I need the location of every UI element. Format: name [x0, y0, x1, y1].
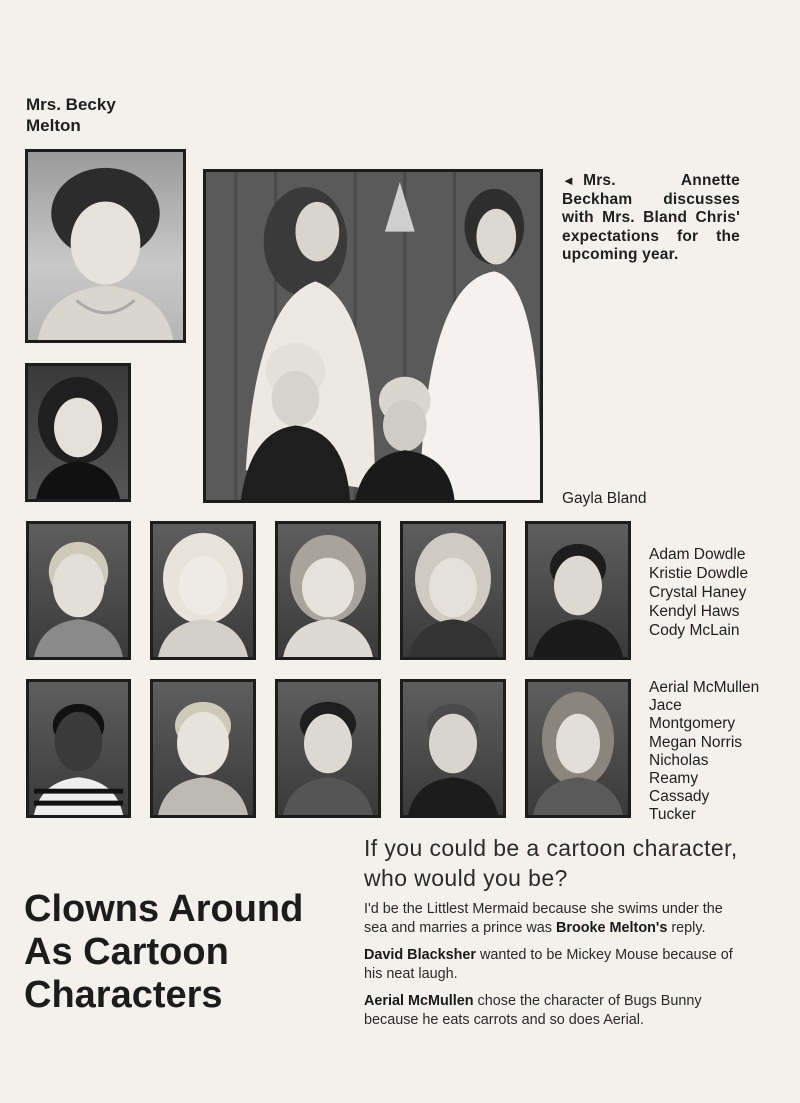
students-list-row1	[649, 545, 748, 640]
caption-arrow-icon: ◄	[562, 173, 576, 188]
answer-paragraph	[364, 992, 740, 1029]
headline	[24, 888, 354, 1017]
student-name: Tucker	[649, 806, 696, 824]
question-heading: If you could be a cartoon character, who would you be?	[364, 835, 738, 891]
teacher-name-line2: Melton	[26, 116, 81, 135]
student-name: Cody McLain	[649, 622, 740, 639]
student-photo	[400, 521, 506, 660]
student-photo	[275, 679, 381, 818]
students-list-row2	[649, 679, 759, 825]
answer-text: reply.	[667, 919, 706, 936]
answer-student-name: Aerial McMullen	[364, 993, 474, 1009]
aide-name: Gayla Bland	[562, 490, 647, 507]
student-photo	[26, 521, 131, 660]
student-name: Cassady	[649, 788, 710, 806]
student-photo	[525, 679, 631, 818]
student-name: Reamy	[649, 770, 699, 788]
student-photo	[26, 679, 131, 818]
headline-line2: As Cartoon	[24, 931, 229, 973]
answer-text: wanted to be Mickey Mouse because of his neat laugh.	[364, 947, 733, 982]
student-photo	[150, 679, 256, 818]
student-name: Aerial McMullen	[649, 679, 760, 696]
student-name: Nicholas	[649, 751, 709, 769]
answer-text: chose the character of Bugs Bunny because he eats carrots and so does Aerial.	[364, 993, 702, 1028]
answer-text: I'd be the Littlest Mermaid because she swims under the sea and marries a prince was	[364, 901, 723, 936]
student-name: Kendyl Haws	[649, 603, 740, 620]
teacher-portrait	[25, 149, 186, 343]
headline-line3: Characters	[24, 974, 223, 1016]
photo-caption	[562, 172, 740, 265]
student-name: Crystal Haney	[649, 584, 747, 601]
answer-paragraph	[364, 946, 740, 983]
headline-line1: Clowns Around	[24, 888, 304, 930]
student-name: Kristie Dowdle	[649, 565, 749, 582]
teacher-name	[26, 94, 186, 136]
answers-block	[364, 900, 740, 1038]
student-name: Jace	[649, 697, 682, 715]
answer-student-name: David Blacksher	[364, 947, 476, 963]
student-name: Megan Norris	[649, 733, 743, 751]
answer-paragraph	[364, 900, 740, 937]
answer-student-name: Brooke Melton's	[555, 919, 668, 936]
aide-portrait	[25, 363, 131, 502]
student-photo	[400, 679, 506, 818]
student-name: Montgomery	[649, 715, 736, 733]
student-photo	[275, 521, 381, 660]
caption-text: Mrs. Annette Beckham discusses with Mrs. Bland Chris' expectations for the upcoming year.	[562, 172, 740, 263]
group-photo	[203, 169, 543, 503]
student-name: Adam Dowdle	[649, 546, 746, 563]
teacher-name-line1: Mrs. Becky	[26, 95, 116, 114]
student-photo	[150, 521, 256, 660]
student-photo	[525, 521, 631, 660]
